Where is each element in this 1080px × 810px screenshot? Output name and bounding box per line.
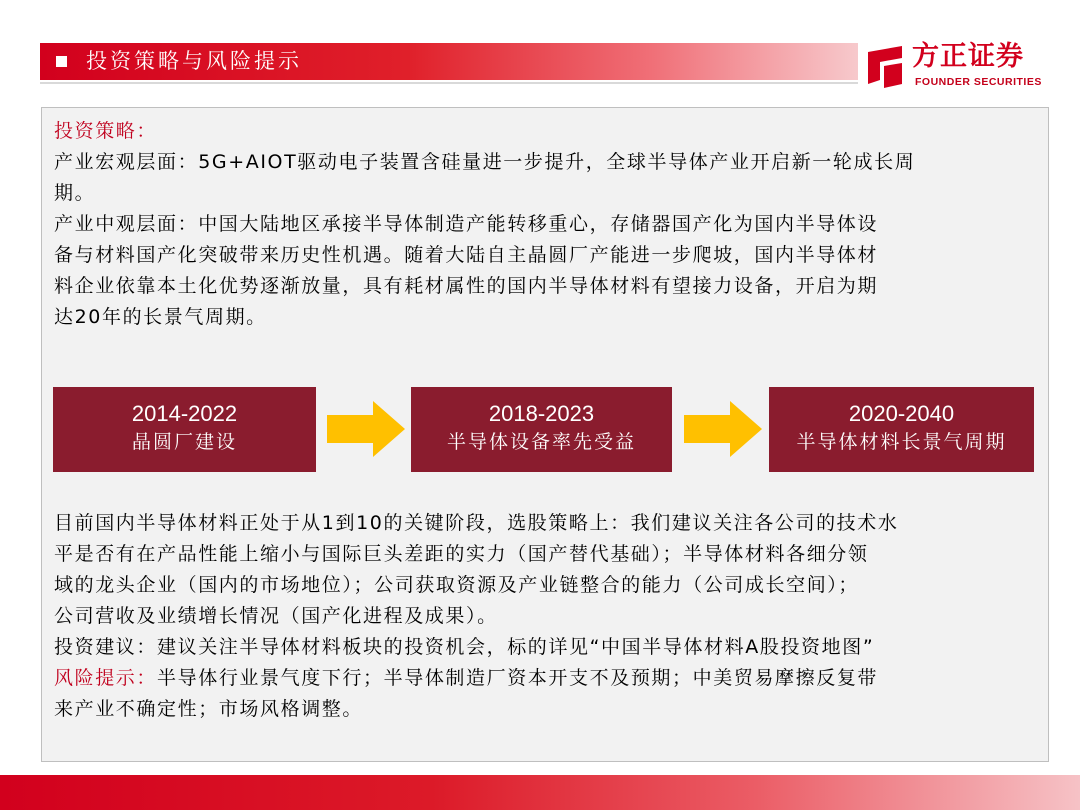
header-bar xyxy=(40,43,858,80)
founder-logo-icon xyxy=(862,44,908,90)
timeline-box-wafer-fab xyxy=(53,387,316,472)
header-divider xyxy=(40,82,858,84)
content-panel xyxy=(41,107,1049,762)
right-arrow-icon xyxy=(684,401,762,457)
company-logo xyxy=(862,38,1052,94)
timeline-years: 2020-2040 xyxy=(848,401,955,426)
risk-label: 风险提示： xyxy=(54,667,158,689)
timeline-box-equipment xyxy=(411,387,672,472)
footer-bar xyxy=(0,775,1080,810)
selection-line: 公司营收及业绩增长情况（国产化进程及成果）。 xyxy=(54,605,498,627)
strategy-line: 期。 xyxy=(54,182,96,204)
logo-text-en: FOUNDER SECURITIES xyxy=(915,76,1042,88)
strategy-line: 达20年的长景气周期。 xyxy=(54,306,267,328)
strategy-section xyxy=(54,116,1036,333)
stock-selection-section xyxy=(54,508,1036,725)
risk-line-continued: 来产业不确定性；市场风格调整。 xyxy=(54,698,364,720)
selection-line: 域的龙头企业（国内的市场地位）；公司获取资源及产业链整合的能力（公司成长空间）； xyxy=(54,574,860,596)
timeline-label: 半导体设备率先受益 xyxy=(446,431,636,453)
strategy-line: 产业宏观层面：5G+AIOT驱动电子装置含硅量进一步提升，全球半导体产业开启新一轮成长周 xyxy=(54,151,916,173)
strategy-line: 备与材料国产化突破带来历史性机遇。随着大陆自主晶圆厂产能进一步爬坡，国内半导体材 xyxy=(54,244,879,266)
timeline-label: 晶圆厂建设 xyxy=(131,431,237,453)
strategy-line: 产业中观层面：中国大陆地区承接半导体制造产能转移重心，存储器国产化为国内半导体设 xyxy=(54,213,879,235)
bullet-square-icon xyxy=(56,56,67,67)
selection-line: 平是否有在产品性能上缩小与国际巨头差距的实力（国产替代基础）；半导体材料各细分领 xyxy=(54,543,869,565)
timeline-box-materials xyxy=(769,387,1034,472)
timeline-years: 2014-2022 xyxy=(131,401,238,426)
risk-line xyxy=(54,663,1036,694)
investment-advice-line: 投资建议：建议关注半导体材料板块的投资机会，标的详见“中国半导体材料A股投资地图” xyxy=(54,636,875,658)
timeline-label: 半导体材料长景气周期 xyxy=(796,431,1007,453)
selection-line: 目前国内半导体材料正处于从1到10的关键阶段，选股策略上：我们建议关注各公司的技术水 xyxy=(54,512,899,534)
logo-text-cn: 方正证券 xyxy=(912,41,1024,72)
strategy-line: 料企业依靠本土化优势逐渐放量，具有耗材属性的国内半导体材料有望接力设备，开启为期 xyxy=(54,275,879,297)
page-title: 投资策略与风险提示 xyxy=(86,49,302,73)
right-arrow-icon xyxy=(327,401,405,457)
risk-text: 半导体行业景气度下行；半导体制造厂资本开支不及预期；中美贸易摩擦反复带 xyxy=(157,667,879,689)
timeline-years: 2018-2023 xyxy=(488,401,595,426)
strategy-heading: 投资策略： xyxy=(54,120,158,142)
